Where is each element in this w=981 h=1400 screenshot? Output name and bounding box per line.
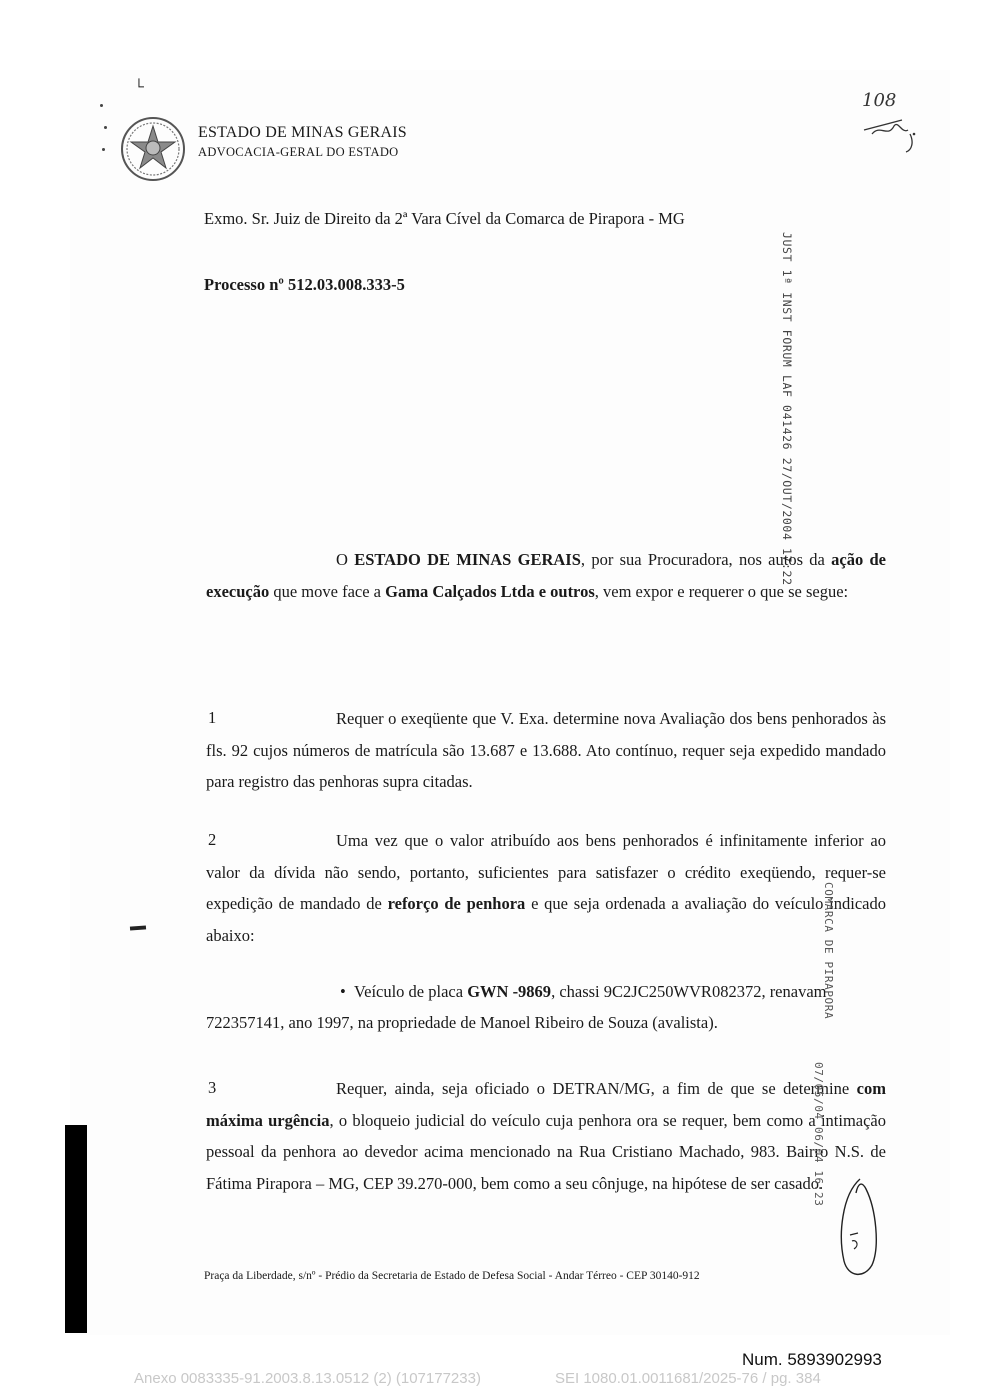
- item-number: 2: [208, 830, 217, 849]
- addressee: Exmo. Sr. Juiz de Direito da 2ª Vara Cível da Comarca de Pirapora - MG: [204, 209, 685, 228]
- item-paragraph: [206, 703, 886, 798]
- intro-paragraph: [206, 544, 886, 607]
- comarca-stamp: COMARCA DE PIRAPORA: [822, 882, 835, 1020]
- item-paragraph: [206, 825, 886, 951]
- protocol-stamp: JUST 1ª INST FORUM LAF 041426 27/OUT/2004 17:22: [780, 232, 794, 586]
- redaction-bar: [65, 1125, 87, 1333]
- item-text: Uma vez que o valor atribuído aos bens penhorados é infinitamente inferior ao valor da dívida não sendo, portanto, suficientes para satisfazer o crédito exeqüendo, requer-se expedição de mandado de: [206, 831, 886, 913]
- intro-text: que move face a: [269, 581, 386, 601]
- header-subtitle: ADVOCACIA-GERAL DO ESTADO: [198, 145, 399, 159]
- item-text: Requer, ainda, seja oficiado o DETRAN/MG, a fim de que se determine: [336, 1079, 857, 1098]
- item-text: e que seja ordenada a avaliação do veículo indicado abaixo:: [206, 894, 886, 945]
- document-number: Num. 5893902993: [742, 1350, 882, 1369]
- bullet-text: Veículo de placa: [354, 982, 468, 1001]
- annex-reference: Anexo 0083335-91.2003.8.13.0512 (2) (107177233): [134, 1370, 481, 1387]
- intro-bold: ESTADO DE MINAS GERAIS: [354, 550, 581, 569]
- item-bold: reforço de penhora: [387, 894, 526, 913]
- process-number: Processo nº 512.03.008.333-5: [204, 275, 405, 294]
- item-number: 3: [208, 1078, 217, 1097]
- speck-mark: [104, 126, 107, 129]
- sei-reference: SEI 1080.01.0011681/2025-76 / pg. 384: [555, 1370, 821, 1387]
- footer-address: Praça da Liberdade, s/nº - Prédio da Secretaria de Estado de Defesa Social - Andar Térreo - CEP 30140-912: [204, 1270, 700, 1282]
- header-title: ESTADO DE MINAS GERAIS: [198, 124, 407, 141]
- intro-text: O: [336, 550, 355, 569]
- intro-bold: Gama Calçados Ltda e outros: [385, 581, 595, 601]
- item-text: Requer o exeqüente que V. Exa. determine nova Avaliação dos bens penhorados às fls. 92 cujos números de matrícula são 13.687 e 13.688. Ato contínuo, requer seja expedido mandado para registro das penhoras supra citadas.: [206, 709, 886, 791]
- date-stamp: 07/05/04 06/04 16:23: [812, 1062, 825, 1207]
- corner-mark: └: [134, 80, 144, 95]
- bullet-continuation: 722357141, ano 1997, na propriedade de Manoel Ribeiro de Souza (avalista).: [206, 1013, 718, 1032]
- intro-text: , por sua Procuradora, nos autos da: [580, 550, 832, 569]
- bullet-text: , chassi 9C2JC250WVR082372, renavam: [551, 982, 827, 1001]
- item-bold: com máxima urgência: [206, 1079, 886, 1130]
- intro-text: , vem expor e requerer o que se segue:: [594, 581, 849, 601]
- signature-mark: [830, 1175, 885, 1285]
- speck-mark: [102, 148, 105, 151]
- item-paragraph: [206, 1073, 886, 1199]
- folio-number: 108: [862, 90, 897, 111]
- coat-of-arms-icon: [120, 116, 186, 182]
- bullet-bold: GWN -9869: [467, 982, 552, 1001]
- bullet-item: • Veículo de placa GWN -9869, chassi 9C2JC250WVR082372, renavam: [340, 982, 827, 1001]
- handwritten-initials: [862, 112, 922, 157]
- intro-bold: ação de execução: [206, 550, 887, 601]
- speck-mark: [100, 104, 103, 107]
- item-text: , o bloqueio judicial do veículo cuja penhora ora se requer, bem como a intimação pessoal da penhora ao devedor acima mencionado na Rua Cristiano Machado, 983. Bairro N.S. de Fátima Pirapora – MG, CEP 39.270-000, bem como a seu cônjuge, na hipótese de ser casado.: [206, 1110, 887, 1193]
- item-number: 1: [208, 708, 217, 727]
